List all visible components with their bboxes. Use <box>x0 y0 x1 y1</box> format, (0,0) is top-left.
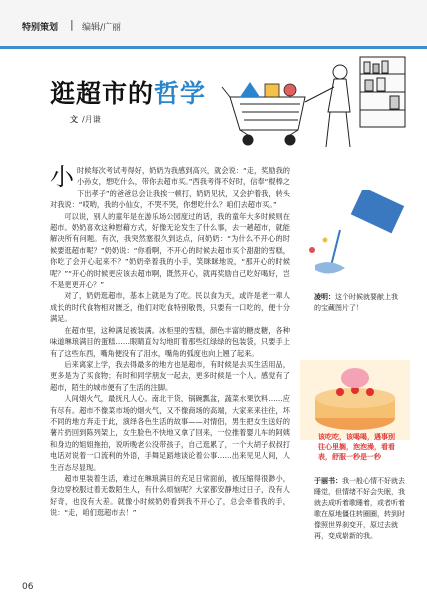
paragraph-2: 可以说，别人的童年是在游乐场公园度过的话，我的童年大多时候则在超市。奶奶喜欢这种慰藉方式，好像无论发生了什么事，去一趟超市，就能解决所有问题。有次，我突然塞很久到达点，问奶奶：“为什么不开心的时候要逛超市呢？”奶奶说：“你看啊，不开心的时候去超市买个甜甜的雪糕，你吃了会开心起来不？”奶奶牵着我的小手，笑眯眯地说，“那开心的时候呢？”“开心的时候更应该去超市啊，既然开心，就再奖励自己吃好喝好，岂不是更更开心？” <box>50 211 290 290</box>
header-separator: | <box>70 18 74 31</box>
byline <box>70 114 101 125</box>
byline-label: 文 <box>70 115 78 124</box>
page-header <box>0 0 427 49</box>
paragraph-6: 人间烟火气，最抚凡人心。南北干货，锅碗瓢盆，蔬菜水果饮料……应有尽有。超市不像菜市场的烟火气，又不像商场的高端，大家来来往往，坏不同的地方奔走于此，演绎各色生活的故事——对情侣，男生把女生送好的薯片扔回到陈列架上，女生脸色不快地又拿了回来，一位推着婴儿车的阿姨和身边的姐姐拖拍，说听晚老公没带孩子，自己逛累了，一个大胡子叔叔打电话对说着一口流利的外语，手舞足蹈地谈论着公事……出来见见人间，人生百态尽显现。 <box>50 394 290 472</box>
paragraph-1: 小时候每次考试考得好，奶奶为我感到高兴，就会说：“走，奖励我的小孙女，想吃什么，带你去超市买。”西我考得不好时，信奉“棍棒之下出孝子”的爸爸总会让我挨一顿打，奶奶见状，又会护着我，转头对我说：“哎哟，我的小仙女，不哭不哭，你想吃什么？咱们去超市买。” <box>50 165 290 210</box>
column-tag: 特别策划 <box>22 23 59 33</box>
pouring-illustration <box>300 190 410 280</box>
editor-credit: 编辑/广丽 <box>82 23 122 33</box>
title-plain: 逛超市的 <box>50 79 155 108</box>
note2-author: 于丽书： <box>314 477 342 485</box>
article-body <box>50 165 290 575</box>
cake-image <box>300 360 410 440</box>
paragraph-7: 超市里装着生活，难过在琳琅满目的充足日常面前，被压缩得很渺小，身边穿校服过着无数陌生人，有什么烦恼呢？大家都安静地过日子，没有人好奇，也没有大差。就像小时候奶奶看到我不开心了，总会牵着我的手，说：“走，咱们逛超市去！” <box>50 473 290 518</box>
paragraph-3: 对了，奶奶逛超市，基本上就是为了吃。民以食为天，或许是老一辈人成长的时代食物相对匮乏，他们对吃食特别敬畏，只要有一口吃的，便十分满足。 <box>50 291 290 324</box>
byline-author: /月谦 <box>82 115 101 124</box>
title-accent: 哲学 <box>154 79 207 108</box>
note2-text: 我一般心情不好就去睡觉，但情绪不好会失眠，我就去成听着歌睡着，或者听着歌在原地僵住转圈圈，转到时像照世界刹变开，原过去就再，变成崭新的我。 <box>314 477 405 540</box>
image-caption: 该吃吃，该喝喝，遇事别往心里搁，泡泡澡，看看表，舒服一秒是一秒 <box>318 433 395 461</box>
drop-cap: 小 <box>50 165 74 191</box>
reader-note-1 <box>314 292 404 314</box>
paragraph-4: 在超市里，这种满足被装满。冰柜里的雪糕，颜色丰富的糖皮糖，各种味道琳琅满目的蛋糕……眼睛直勾勾地盯着那些红绿绿的包装袋，只要手上有了这些东西，嘴角便没有了泪水，嘴角的弧度也向上翘了起来。 <box>50 325 290 358</box>
reader-note-2 <box>314 476 406 542</box>
article-title <box>50 74 206 110</box>
shopping-cart-illustration <box>210 52 410 162</box>
paragraph-5: 后来离家上学，我去得最多的地方也是超市，有时候是去买生活用品，更多是为了买食物；有时和同学朋友一起去，更多时候是一个人。感觉有了超市，陌生的城市便有了生活的注脚。 <box>50 359 290 392</box>
note1-text: 这个时候就要献上我的宝藏图片了！ <box>314 293 398 312</box>
page-number: 06 <box>22 582 34 592</box>
note1-author: 凌明： <box>314 293 335 301</box>
